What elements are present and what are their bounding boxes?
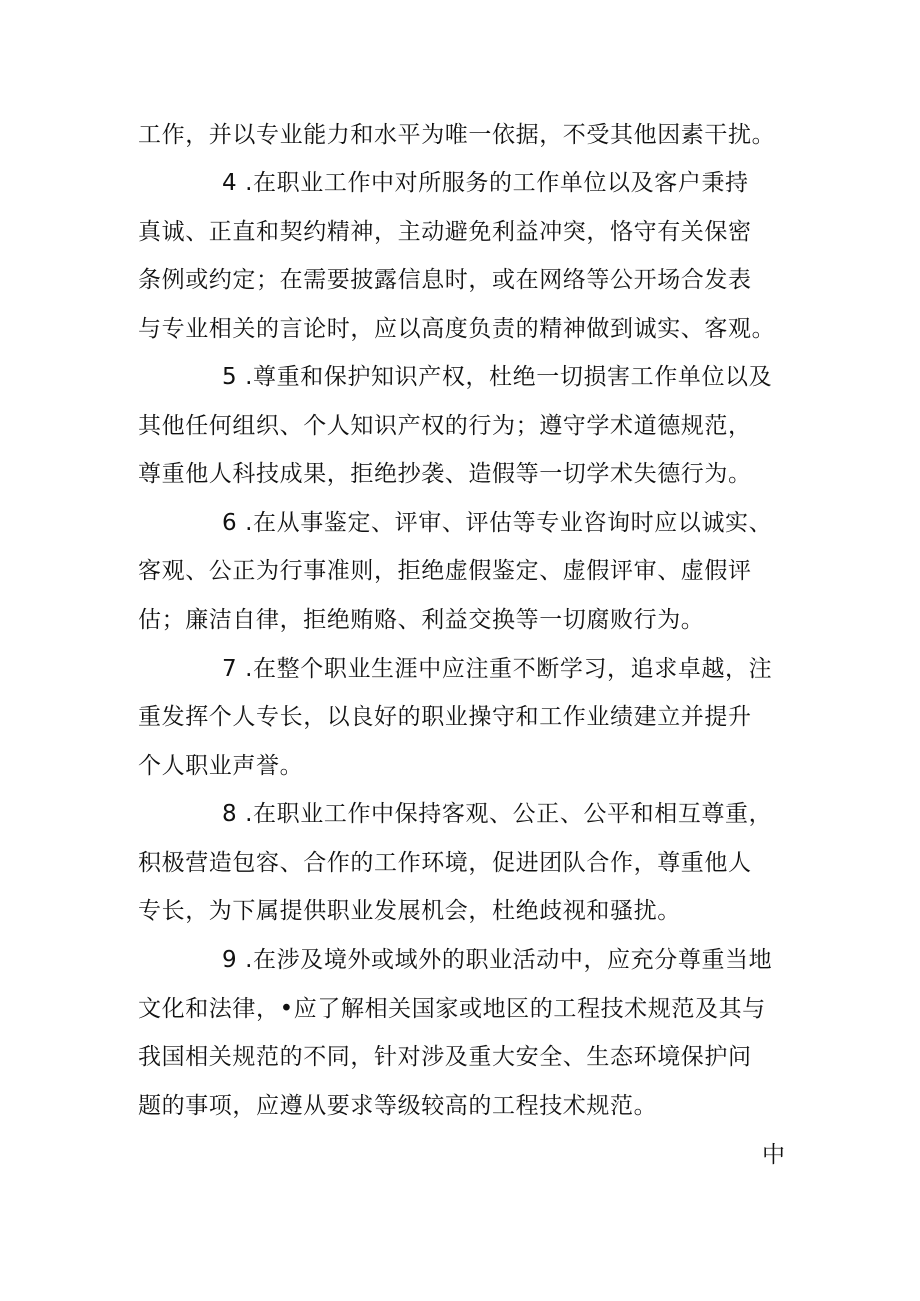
- text-line: 估；廉洁自律，拒绝贿赂、利益交换等一切腐败行为。: [138, 607, 705, 633]
- text-line: 尊重他人科技成果，拒绝抄袭、造假等一切学术失德行为。: [138, 461, 752, 487]
- text-line: 6 .在从事鉴定、评审、评估等专业咨询时应以诚实、: [222, 510, 773, 536]
- text-line: 条例或约定；在需要披露信息时，或在网络等公开场合发表: [138, 267, 752, 293]
- text-line: 7 .在整个职业生涯中应注重不断学习，追求卓越，注: [222, 656, 773, 682]
- text-line: 8 .在职业工作中保持客观、公正、公平和相互尊重，: [222, 801, 773, 827]
- text-line: 专长，为下属提供职业发展机会，杜绝歧视和骚扰。: [138, 898, 681, 924]
- text-line: 文化和法律，•应了解相关国家或地区的工程技术规范及其与: [138, 996, 766, 1022]
- text-line: 5 .尊重和保护知识产权，杜绝一切损害工作单位以及: [222, 364, 773, 390]
- text-line: 积极营造包容、合作的工作环境，促进团队合作，尊重他人: [138, 850, 752, 876]
- page-footer-mark: 中: [762, 1142, 785, 1168]
- text-line: 与专业相关的言论时，应以高度负责的精神做到诚实、客观。: [138, 316, 776, 342]
- text-line: 题的事项，应遵从要求等级较高的工程技术规范。: [138, 1093, 658, 1119]
- text-line: 工作，并以专业能力和水平为唯一依据，不受其他因素干扰。: [138, 122, 776, 148]
- text-line: 我国相关规范的不同，针对涉及重大安全、生态环境保护问: [138, 1044, 752, 1070]
- text-line: 客观、公正为行事准则，拒绝虚假鉴定、虚假评审、虚假评: [138, 558, 752, 584]
- text-line: 4 .在职业工作中对所服务的工作单位以及客户秉持: [222, 170, 749, 196]
- text-line: 其他任何组织、个人知识产权的行为；遵守学术道德规范，: [138, 413, 752, 439]
- text-line: 个人职业声誉。: [138, 753, 304, 779]
- text-line: 9 .在涉及境外或域外的职业活动中，应充分尊重当地: [222, 947, 773, 973]
- text-line: 重发挥个人专长，以良好的职业操守和工作业绩建立并提升: [138, 704, 752, 730]
- text-line: 真诚、正直和契约精神，主动避免利益冲突，恪守有关保密: [138, 219, 752, 245]
